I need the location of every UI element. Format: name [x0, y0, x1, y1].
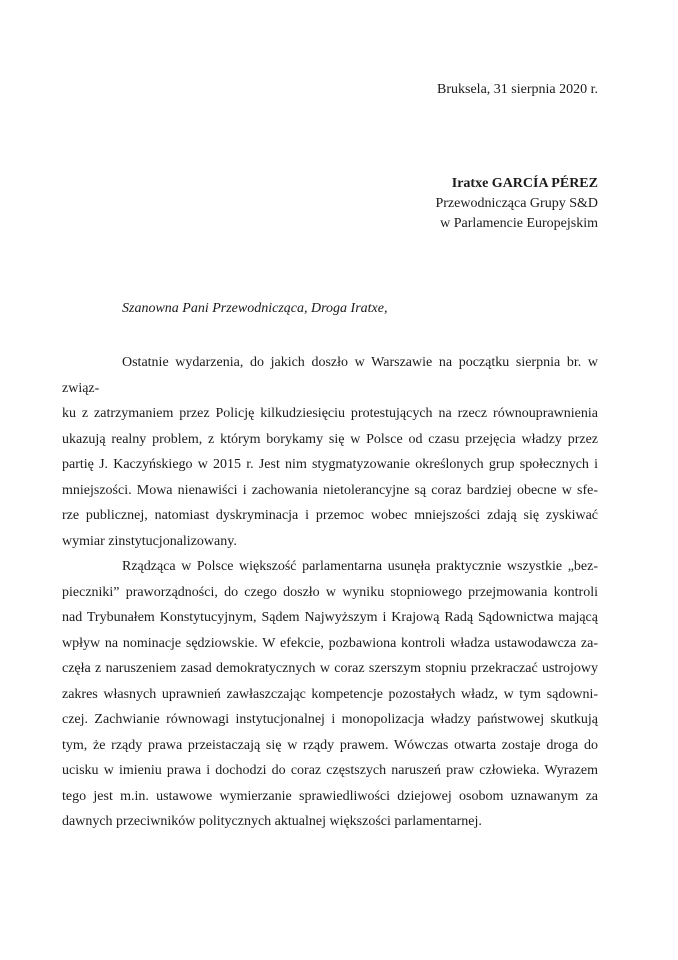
- recipient-organization: w Parlamencie Europejskim: [440, 216, 598, 231]
- recipient-title: Przewodnicząca Grupy S&D: [435, 196, 598, 211]
- recipient-name: Iratxe GARCÍA PÉREZ: [451, 176, 598, 191]
- body-line: rze publicznej, natomiast dyskryminacja i przemoc wobec mniejszości zdają się zyskiwać: [62, 508, 598, 523]
- body-line: częła z naruszeniem zasad demokratycznych w coraz szerszym stopniu przekraczać ustrojowy: [62, 661, 598, 676]
- body-line: wpływ na nominacje sędziowskie. W efekcie, pozbawiona kontroli władza ustawodawcza za-: [62, 635, 598, 651]
- body-line: partię J. Kaczyńskiego w 2015 r. Jest nim stygmatyzowanie określonych grup społecznych i: [62, 457, 598, 472]
- body-line: ku z zatrzymaniem przez Policję kilkudziesięciu protestujących na rzecz równouprawnienia: [62, 406, 598, 421]
- body-line: ukazują realny problem, z którym borykamy się w Polsce od czasu przejęcia władzy przez: [62, 431, 598, 447]
- body-line: czej. Zachwianie równowagi instytucjonalnej i monopolizacja władzy państwowej skutkują: [62, 712, 598, 727]
- body-line: tym, że rządy prawa przeistaczają się w rządy prawem. Wówczas otwarta zostaje droga do: [62, 737, 598, 753]
- body-line: zakres własnych uprawnień zawłaszczając kompetencje pozostałych władz, w tym sądowni-: [62, 686, 598, 702]
- body-line: nad Trybunałem Konstytucyjnym, Sądem Najwyższym i Krajową Radą Sądownictwa mającą: [62, 610, 598, 625]
- body-line: pieczniki” praworządności, do czego doszło w wyniku stopniowego przejmowania kontroli: [62, 584, 598, 600]
- salutation: Szanowna Pani Przewodnicząca, Droga Iratxe,: [122, 301, 388, 316]
- recipient-block: [435, 174, 598, 234]
- body-line: Rządząca w Polsce większość parlamentarna usunęła praktycznie wszystkie „bez-: [122, 559, 598, 574]
- body-line: mniejszości. Mowa nienawiści i zachowania nietolerancyjne są coraz bardziej obecne w sfe-: [62, 482, 598, 498]
- letter-body: [62, 350, 598, 835]
- body-line: dawnych przeciwników politycznych aktualnej większości parlamentarnej.: [62, 814, 482, 829]
- body-line: wymiar zinstytucjonalizowany.: [62, 533, 237, 549]
- date-line: Bruksela, 31 sierpnia 2020 r.: [437, 82, 598, 97]
- body-line: Ostatnie wydarzenia, do jakich doszło w Warszawie na początku sierpnia br. w związ-: [62, 355, 598, 396]
- body-line: tego jest m.in. ustawowe wymierzanie sprawiedliwości dziejowej osobom uznawanym za: [62, 788, 598, 804]
- body-line: ucisku w imieniu prawa i dochodzi do coraz częstszych naruszeń praw człowieka. Wyrazem: [62, 763, 598, 778]
